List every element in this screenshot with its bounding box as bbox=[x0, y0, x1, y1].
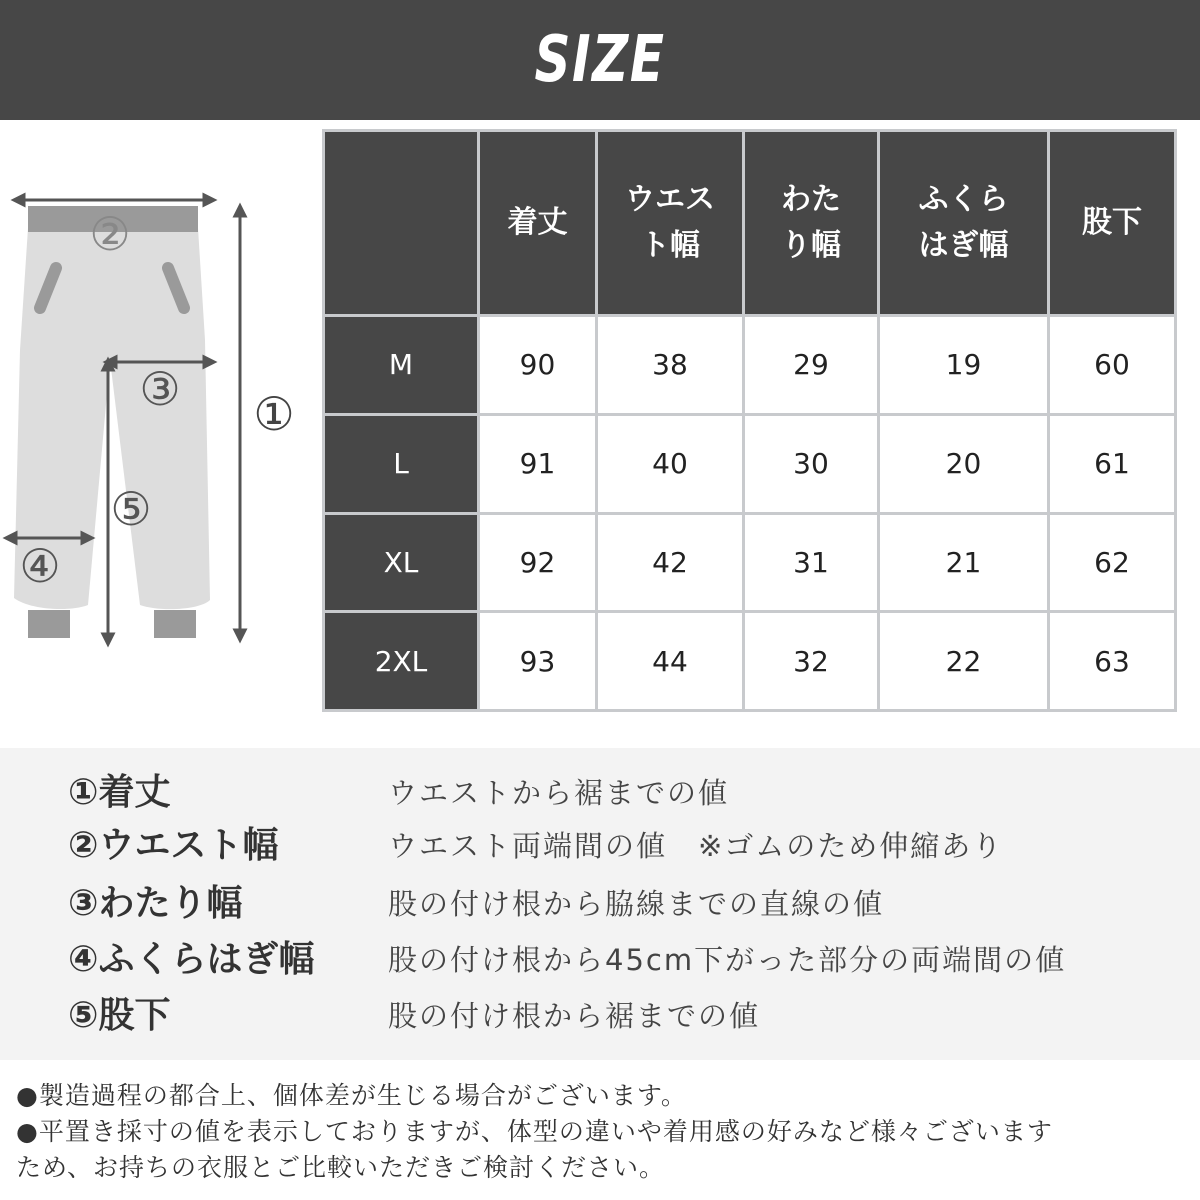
table-cell: 38 bbox=[597, 316, 744, 415]
page-title: SIZE bbox=[534, 23, 666, 97]
marker-4: ④ bbox=[19, 539, 61, 593]
column-header-line: 股下 bbox=[1082, 205, 1142, 240]
column-header-line: わた bbox=[781, 182, 841, 217]
column-header-line: はぎ幅 bbox=[918, 228, 1009, 263]
table-row bbox=[324, 414, 1176, 513]
table-cell: 32 bbox=[744, 612, 879, 711]
table-cell: 22 bbox=[879, 612, 1049, 711]
table-cell: 44 bbox=[597, 612, 744, 711]
table-cell: 42 bbox=[597, 513, 744, 612]
column-header bbox=[744, 131, 879, 316]
table-cell: 20 bbox=[879, 414, 1049, 513]
column-header-line: ト幅 bbox=[640, 228, 700, 263]
corner-cell bbox=[324, 131, 479, 316]
table-cell: 29 bbox=[744, 316, 879, 415]
column-header-line: ウエス bbox=[625, 182, 715, 217]
column-header bbox=[879, 131, 1049, 316]
column-header bbox=[479, 131, 597, 316]
table-row bbox=[324, 316, 1176, 415]
table-row bbox=[324, 513, 1176, 612]
table-cell: 62 bbox=[1049, 513, 1176, 612]
column-header-line: ふくら bbox=[918, 182, 1009, 217]
table-header-row bbox=[324, 131, 1176, 316]
table-cell: 63 bbox=[1049, 612, 1176, 711]
table-row bbox=[324, 612, 1176, 711]
table-cell: 93 bbox=[479, 612, 597, 711]
table-cell: 90 bbox=[479, 316, 597, 415]
legend-item bbox=[0, 988, 1200, 1044]
marker-5: ⑤ bbox=[110, 482, 152, 536]
column-header bbox=[597, 131, 744, 316]
table-cell: 61 bbox=[1049, 414, 1176, 513]
legend-term: ④ふくらはぎ幅 bbox=[68, 939, 315, 980]
size-label: XL bbox=[324, 513, 479, 612]
size-label: L bbox=[324, 414, 479, 513]
table-cell: 30 bbox=[744, 414, 879, 513]
table-cell: 21 bbox=[879, 513, 1049, 612]
column-header-line: り幅 bbox=[781, 228, 841, 263]
cuff-left bbox=[28, 610, 70, 638]
legend-term: ②ウエスト幅 bbox=[68, 825, 279, 866]
header-bar bbox=[0, 0, 1200, 120]
notes bbox=[16, 1078, 1186, 1186]
legend-desc: 股の付け根から45cm下がった部分の両端間の値 bbox=[388, 943, 1067, 977]
note-line: ●平置き採寸の値を表示しておりますが、体型の違いや着用感の好みなど様々ございます bbox=[16, 1117, 1053, 1146]
legend-term: ⑤股下 bbox=[68, 995, 171, 1036]
note-line: ●製造過程の都合上、個体差が生じる場合がございます。 bbox=[16, 1081, 687, 1110]
cuff-right bbox=[154, 610, 196, 638]
column-header bbox=[1049, 131, 1176, 316]
table-cell: 40 bbox=[597, 414, 744, 513]
legend-item bbox=[0, 818, 1200, 874]
measurement-legend bbox=[0, 748, 1200, 1060]
pants-diagram bbox=[0, 150, 310, 650]
legend-item bbox=[0, 876, 1200, 932]
table-cell: 19 bbox=[879, 316, 1049, 415]
marker-2: ② bbox=[89, 207, 131, 261]
legend-desc: 股の付け根から裾までの値 bbox=[388, 999, 761, 1033]
size-label: 2XL bbox=[324, 612, 479, 711]
legend-desc: ウエスト両端間の値 ※ゴムのため伸縮あり bbox=[388, 829, 1004, 863]
legend-term: ①着丈 bbox=[68, 772, 171, 813]
size-table bbox=[322, 129, 1177, 712]
legend-item bbox=[0, 765, 1200, 821]
note-line: ため、お持ちの衣服とご比較いただきご検討ください。 bbox=[16, 1153, 666, 1182]
table-cell: 92 bbox=[479, 513, 597, 612]
legend-term: ③わたり幅 bbox=[68, 883, 243, 924]
legend-desc: ウエストから裾までの値 bbox=[388, 776, 730, 810]
column-header-line: 着丈 bbox=[507, 205, 568, 240]
table-cell: 91 bbox=[479, 414, 597, 513]
marker-1: ① bbox=[253, 387, 295, 441]
legend-item bbox=[0, 932, 1200, 988]
marker-3: ③ bbox=[139, 362, 181, 416]
table-cell: 31 bbox=[744, 513, 879, 612]
size-label: M bbox=[324, 316, 479, 415]
table-cell: 60 bbox=[1049, 316, 1176, 415]
legend-desc: 股の付け根から脇線までの直線の値 bbox=[388, 887, 885, 921]
